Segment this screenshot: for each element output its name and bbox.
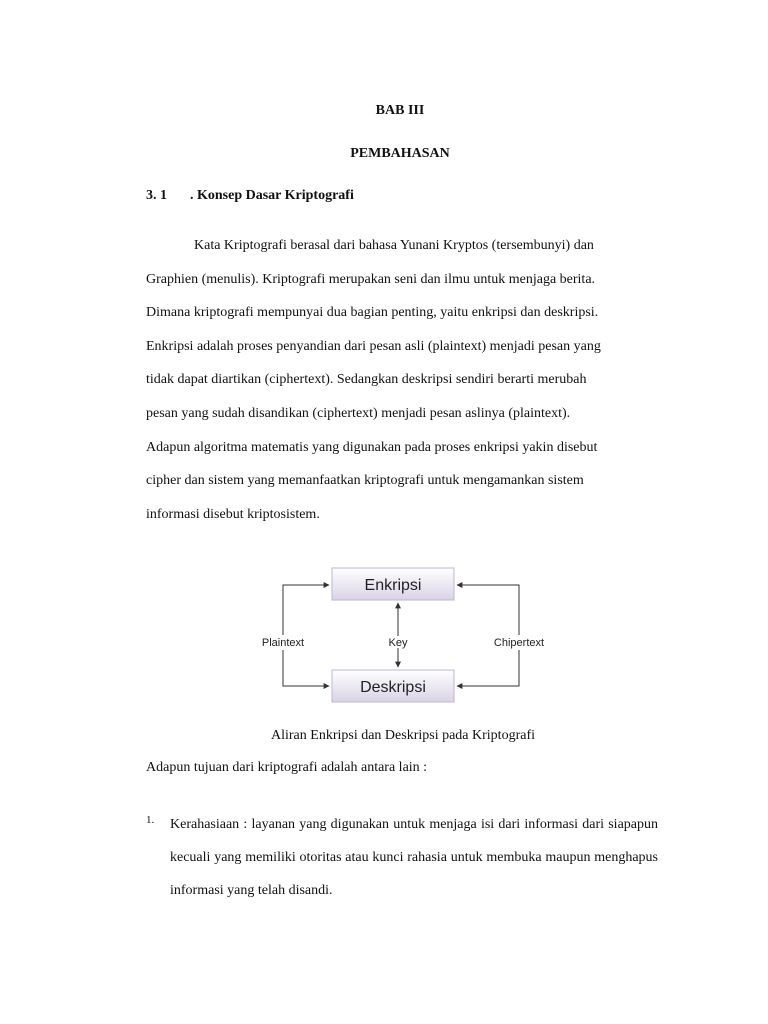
body-paragraph bbox=[146, 229, 666, 531]
ciphertext-label: Chipertext bbox=[493, 637, 545, 649]
paragraph-line: Adapun algoritma matematis yang digunakan pada proses enkripsi yakin disebut bbox=[146, 439, 598, 455]
section-heading bbox=[146, 188, 354, 204]
paragraph-line: pesan yang sudah disandikan (ciphertext) menjadi pesan aslinya (plaintext). bbox=[146, 405, 571, 421]
list-intro: Adapun tujuan dari kriptografi adalah antara lain : bbox=[146, 760, 428, 775]
paragraph-line: Kata Kriptografi berasal dari bahasa Yunani Kryptos (tersembunyi) dan bbox=[194, 238, 594, 253]
paragraph-line: tidak dapat diartikan (ciphertext). Sedangkan deskripsi sendiri berarti merubah bbox=[146, 372, 587, 388]
list-item bbox=[146, 808, 658, 907]
section-number: 3. 1 bbox=[146, 188, 167, 203]
encryption-box-label: Enkripsi bbox=[364, 577, 422, 594]
paragraph-line: informasi disebut kriptosistem. bbox=[146, 506, 320, 522]
list-marker: 1. bbox=[146, 814, 155, 826]
paragraph-line: Dimana kriptografi mempunyai dua bagian penting, yaitu enkripsi dan deskripsi. bbox=[146, 305, 599, 321]
key-label: Key bbox=[388, 637, 408, 649]
paragraph-line: cipher dan sistem yang memanfaatkan kriptografi untuk mengamankan sistem bbox=[146, 473, 584, 489]
chapter-number: BAB III bbox=[375, 103, 425, 118]
list-item-text: Kerahasiaan : layanan yang digunakan untuk menjaga isi dari informasi dari siapapun kecuali yang memiliki otoritas atau kunci rahasia untuk membuka maupun menghapus informasi yang telah disandi. bbox=[170, 817, 658, 898]
paragraph-line: Enkripsi adalah proses penyandian dari pesan asli (plaintext) menjadi pesan yang bbox=[146, 338, 601, 354]
plaintext-to-encryption-arrow bbox=[283, 585, 329, 635]
plaintext-label: Plaintext bbox=[261, 637, 305, 649]
section-title: . Konsep Dasar Kriptografi bbox=[190, 188, 354, 203]
encryption-flow-diagram bbox=[240, 560, 560, 710]
ciphertext-to-decryption-arrow bbox=[457, 650, 519, 686]
ciphertext-to-encryption-arrow bbox=[457, 585, 519, 635]
paragraph-line: Graphien (menulis). Kriptografi merupakan seni dan ilmu untuk menjaga berita. bbox=[146, 271, 596, 287]
plaintext-to-decryption-arrow bbox=[283, 650, 329, 686]
chapter-title: PEMBAHASAN bbox=[350, 146, 450, 161]
decryption-box-label: Deskripsi bbox=[360, 679, 426, 696]
figure-caption: Aliran Enkripsi dan Deskripsi pada Kriptografi bbox=[271, 728, 535, 743]
